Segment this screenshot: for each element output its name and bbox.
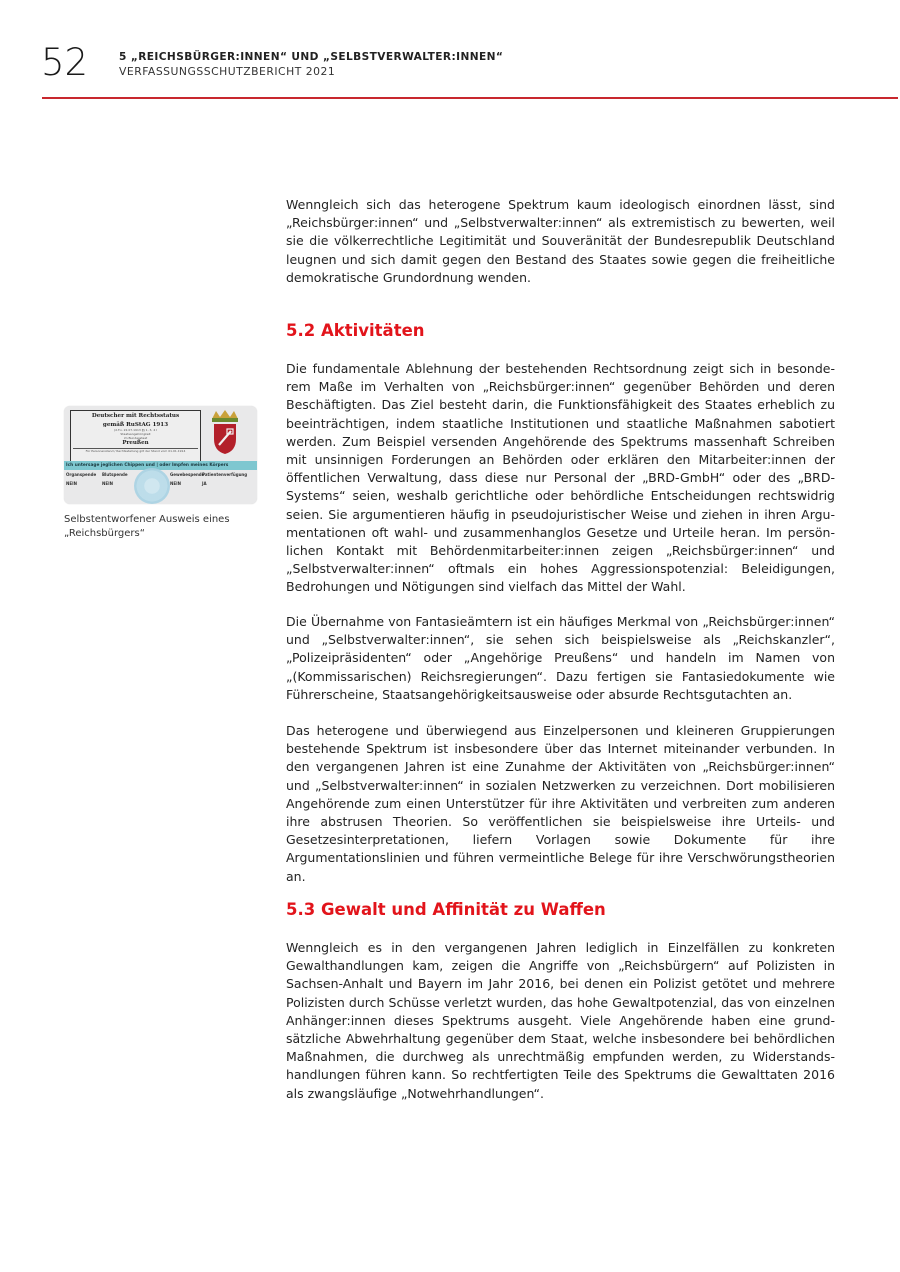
section-heading: 5.3 Gewalt und Affinität zu Waffen	[286, 900, 606, 919]
section-5-2-body	[286, 360, 835, 597]
card-footer-line: Für Personenstand / Rechtsstellung gilt der Stand vom 01.01.1914	[85, 449, 186, 453]
card-col-value: NEIN	[170, 481, 181, 486]
card-col-value: NEIN	[102, 481, 113, 486]
intro-block	[286, 196, 835, 287]
card-col-patient	[202, 472, 247, 486]
running-header	[119, 51, 503, 79]
section-5-3	[286, 900, 835, 920]
report-title: VERFASSUNGSSCHUTZBERICHT 2021	[119, 65, 336, 78]
card-status-box	[70, 410, 201, 462]
chapter-title: 5 „REICHSBÜRGER:INNEN“ UND „SELBSTVERWALTER:INNEN“	[119, 51, 504, 63]
paragraph: Die fundamentale Ablehnung der bestehenden Rechtsordnung zeigt sich in besonderem Maße im Verhalten von „Reichsbürger:innen“ gegenüber Behörden und deren Beschäftigten. Das Ziel besteht darin, die Funktionsfähigkeit des Staates erheblich zu beeinträchtigen, indem staatliche Institutionen und staatliche Maßnahmen sabotiert werden. Zum Beispiel versenden Angehörende des Spektrums massenhaft Schreiben mit unsinnigen Forderungen an Behörden oder erklären den Mitarbeiter:innen der öffentlichen Verwaltung, dass diese nur Personal der „BRD-GmbH“ oder des „BRD-Systems“ seien, weshalb gerichtliche oder behördliche Entscheidungen rechtswidrig seien. Sie argumentieren häufig in pseudojuristischer Weise und ziehen in ihren Argumentationen oft wahl- und zusammenhanglos Gesetze und Urteile heran. Im persönlichen Kontakt mit Behördenmitarbeiter:innen zeigen „Reichsbürger:innen“ und „Selbstverwalter:innen“ oftmals ein hohes Aggressionspotenzial: Beleidigungen, Bedrohungen und Nötigungen sind vielfach das Mittel der Wahl.	[286, 361, 835, 595]
card-col-title: Gewebespende	[170, 472, 205, 477]
section-5-3-body	[286, 939, 835, 1103]
figure-caption: Selbstentworfener Ausweis eines „Reichsbürgers“	[64, 514, 230, 539]
paragraph: Wenngleich es in den vergangenen Jahren lediglich in Einzelfällen zu konkreten Gewalthandlungen kam, zeigen die Angriffe von „Reichsbürgern“ auf Polizisten in Sachsen-Anhalt und Bayern im Jahr 2016, bei denen ein Polizist getötet und mehrere Polizisten durch Schüsse verletzt wurden, das hohe Gewaltpotenzial, das von einzelnen Anhänger:innen dieses Spektrums ausgeht. Viele Angehörende haben eine grundsätzliche Abwehrhaltung gegenüber dem Staat, welche insbesondere bei behördlichen Maßnahmen, die durchweg als unrechtmäßig empfunden werden, zu Widerstandshandlungen führen kann. So rechtfertigten Teile des Spektrums die Gewalttaten 2016 als zwangsläufige „Notwehrhandlungen“.	[286, 940, 835, 1101]
paragraph: Die Übernahme von Fantasieämtern ist ein häufiges Merkmal von „Reichsbürger:innen“ und „Selbstverwalter:innen“, sie sehen sich beispielsweise als „Reichskanzler“, „Polizeipräsidenten“ oder „Angehörige Preußens“ und handeln im Namen von „(Kommissarischen) Reichsregierungen“. Dazu fertigen sie Fantasiedokumente wie Führerscheine, Staatsangehörigkeitsausweise oder absurde Rechtsgutachten an.	[286, 614, 835, 702]
card-title-2: gemäß RuStAG 1913	[102, 421, 169, 428]
card-col-value: NEIN	[66, 481, 77, 486]
section-5-2-body-2	[286, 613, 835, 704]
card-state: Preußen	[122, 440, 149, 446]
card-small-3: im Bundesstaat	[123, 436, 148, 440]
header-divider	[42, 97, 898, 99]
page-number: 52	[41, 41, 89, 84]
section-heading: 5.2 Aktivitäten	[286, 321, 425, 340]
card-col-organ	[66, 472, 96, 486]
coat-of-arms-icon	[208, 409, 242, 455]
card-columns	[66, 472, 256, 502]
paragraph: Das heterogene und überwiegend aus Einzelpersonen und kleineren Gruppierungen bestehende Spektrum ist insbesondere über das Internet miteinander verbunden. In den vergangenen Jahren ist eine Zunahme der Aktivitäten von „Reichsbürger:innen“ und „Selbstverwalter:innen“ in sozialen Netzwerken zu verzeichnen. Dort mobilisieren Angehörende zum einen Unterstützer für ihre Aktivitäten und verbreiten zum anderen ihre abstrusen Theorien. So veröffentlichen sie beispielsweise ihre Urteils- und Gesetzesinterpretationen, liefern Vorlagen sowie Dokumente für ihre Argumentationslinien und führen vermeintliche Belege für ihre Verschwörungstheorien an.	[286, 723, 835, 884]
card-col-title: Blutspende	[102, 472, 128, 477]
card-col-title: Organspende	[66, 472, 97, 477]
section-5-2-body-3	[286, 722, 835, 886]
intro-paragraph: Wenngleich sich das heterogene Spektrum kaum ideologisch einordnen lässt, sind „Reichsbürger:innen“ und „Selbstverwalter:innen“ als extremistisch zu bewerten, weil sie die völkerrechtliche Legitimität und Souveränität der Bundesrepublik Deutschland leugnen und sich damit gegen den Bestand des Staates sowie gegen die freiheitliche demokratische Grundordnung wenden.	[286, 197, 835, 285]
card-band: Ich untersage jeglichen Chippen und | oder Impfen meines Körpers	[64, 461, 257, 470]
section-5-2	[286, 321, 835, 341]
id-card-image	[64, 406, 257, 504]
card-col-value: JA	[202, 481, 207, 486]
card-small-2: Staatsangehörigkeit	[120, 432, 151, 436]
card-title-1: Deutscher mit Rechtsstatus	[91, 413, 180, 419]
card-col-title: Patientenverfügung	[202, 472, 248, 477]
card-col-blood	[102, 472, 128, 486]
card-small-1: (d.F.v. 22.07.1913 §§ 1, 3, 4 I	[113, 428, 158, 432]
card-col-tissue	[170, 472, 204, 486]
